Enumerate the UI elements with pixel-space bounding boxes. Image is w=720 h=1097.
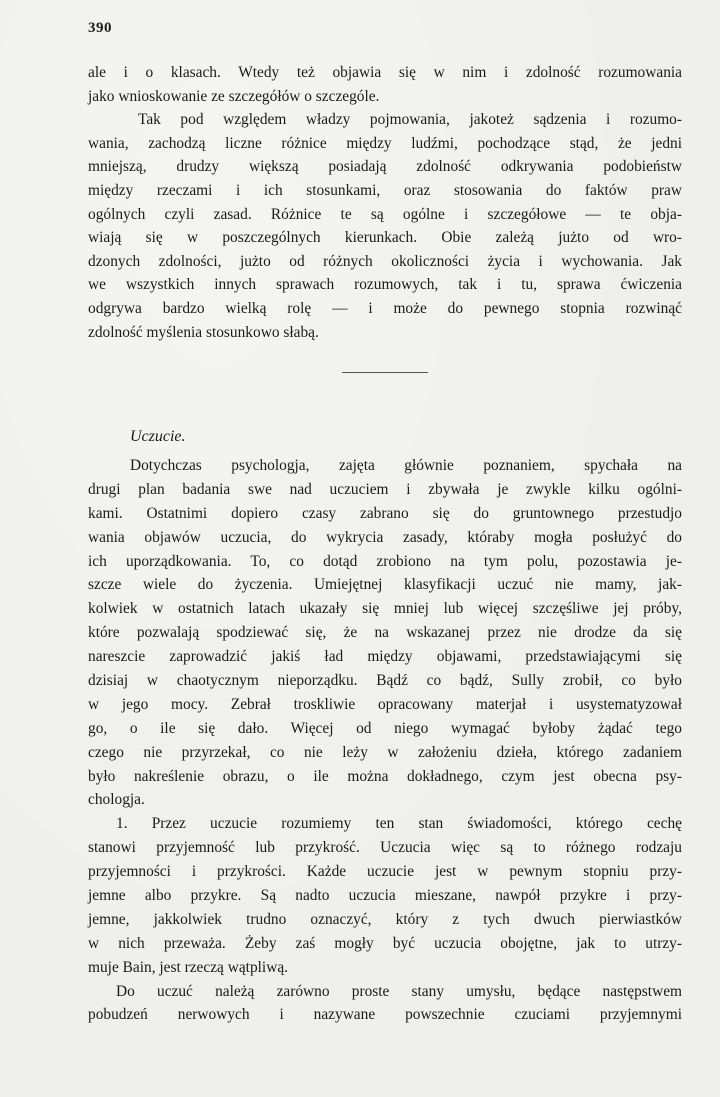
text-line: nareszcie zaprowadzić jakiś ład między objawami, przedstawiającymi się xyxy=(88,648,682,666)
text-line: jako wnioskowanie ze szczegółów o szczególe. xyxy=(88,87,380,105)
text-section-reasoning xyxy=(88,61,682,344)
section-divider xyxy=(342,372,428,373)
text-line: czego nie przyrzekał, co nie leży w założeniu dzieła, którego zadaniem xyxy=(88,743,682,761)
text-line: wania, zachodzą liczne różnice między ludźmi, pochodzące stąd, że jedni xyxy=(88,134,682,152)
text-line: mniejszą, drudzy większą posiadają zdolność odkrywania podobieństw xyxy=(88,158,682,176)
text-line: Do uczuć należą zarówno proste stany umysłu, będące następstwem xyxy=(116,982,682,1000)
page-number: 390 xyxy=(88,20,112,36)
text-line: 1. Przez uczucie rozumiemy ten stan świadomości, którego cechę xyxy=(116,815,682,833)
text-line: w jego mocy. Zebrał troskliwie opracowany materjał i usystematyzował xyxy=(88,695,682,713)
text-line: wiają się w poszczególnych kierunkach. Obie zależą jużto od wro- xyxy=(88,229,682,247)
text-line: go, o ile się dało. Więcej od niego wymagać byłoby żądać tego xyxy=(88,719,682,737)
text-line: między rzeczami i ich stosunkami, oraz stosowania do faktów praw xyxy=(88,181,682,199)
text-line: wania objawów uczucia, do wykrycia zasady, któraby mogła posłużyć do xyxy=(88,528,682,546)
text-line: pobudzeń nerwowych i nazywane powszechnie czuciami przyjemnymi xyxy=(88,1006,682,1024)
text-line: szcze wiele do życzenia. Umiejętnej klasyfikacji uczuć nie mamy, jak- xyxy=(88,576,682,594)
text-line: było nakreślenie obrazu, o ile można dokładnego, czym jest obecna psy- xyxy=(88,767,682,785)
text-line: drugi plan badania swe nad uczuciem i zbywała je zwykle kilku ogólni- xyxy=(88,480,682,498)
text-line: ogólnych czyli zasad. Różnice te są ogólne i szczegółowe — te obja- xyxy=(88,205,682,223)
text-line: chologja. xyxy=(88,791,145,809)
text-line: dzisiaj w chaotycznym nieporządku. Bądź co bądź, Sully zrobił, co było xyxy=(88,672,682,690)
text-section-feeling xyxy=(88,454,682,1027)
text-line: jemne, jakkolwiek trudno oznaczyć, który z tych dwuch pierwiastków xyxy=(88,910,682,928)
text-line: Dotychczas psychologja, zajęta głównie poznaniem, spychała na xyxy=(130,457,682,474)
text-line: we wszystkich innych sprawach rozumowych, tak i tu, sprawa ćwiczenia xyxy=(88,276,682,294)
text-line: które pozwalają spodziewać się, że na wskazanej przez nie drodze da się xyxy=(88,624,682,642)
text-line: kolwiek w ostatnich latach ukazały się mniej lub więcej szczęśliwe jej próby, xyxy=(88,600,682,618)
text-line: ale i o klasach. Wtedy też objawia się w nim i zdolność rozumowania xyxy=(88,64,682,81)
text-line: w nich przeważa. Żeby zaś mogły być uczucia obojętne, jak to utrzy- xyxy=(88,934,682,952)
text-line: muje Bain, jest rzeczą wątpliwą. xyxy=(88,958,288,976)
section-heading: Uczucie. xyxy=(130,428,186,445)
text-line: ich uporządkowania. To, co dotąd zrobiono na tym polu, pozostawia je- xyxy=(88,552,682,570)
text-line: dzonych zdolności, jużto od różnych okoliczności życia i wychowania. Jak xyxy=(88,252,682,270)
text-line: stanowi przyjemność lub przykrość. Uczucia więc są to różnego rodzaju xyxy=(88,839,682,857)
text-line: zdolność myślenia stosunkowo słabą. xyxy=(88,323,319,341)
text-line: kami. Ostatnimi dopiero czasy zabrano się do gruntownego przestudjo xyxy=(88,504,682,522)
text-line: odgrywa bardzo wielką rolę — i może do pewnego stopnia rozwinąć xyxy=(88,299,682,317)
text-line: przyjemności i przykrości. Każde uczucie jest w pewnym stopniu przy- xyxy=(88,863,682,881)
text-line: Tak pod względem władzy pojmowania, jakoteż sądzenia i rozumo- xyxy=(138,111,682,129)
text-line: jemne albo przykre. Są nadto uczucia mieszane, nawpół przykre i przy- xyxy=(88,887,682,905)
